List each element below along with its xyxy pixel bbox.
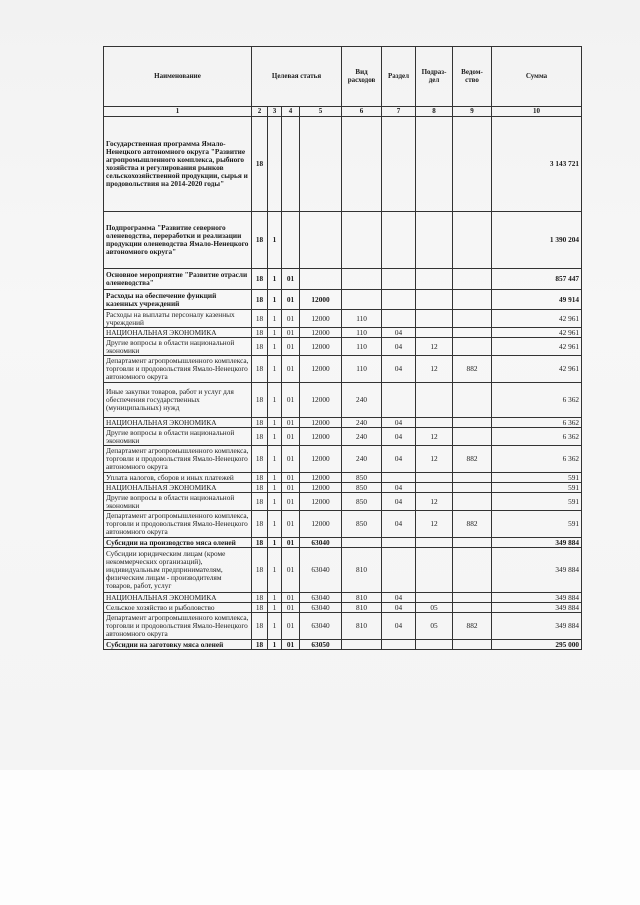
row-sum: 6 362	[492, 446, 582, 473]
expense-type-code: 240	[342, 446, 382, 473]
subsection-code	[416, 473, 453, 483]
section-code: 04	[382, 418, 416, 428]
subprogram-code: 1	[268, 603, 282, 613]
section-code: 04	[382, 338, 416, 356]
section-code: 04	[382, 603, 416, 613]
row-sum: 349 884	[492, 593, 582, 603]
subsection-code	[416, 593, 453, 603]
direction-code: 12000	[300, 483, 342, 493]
section-code: 04	[382, 511, 416, 538]
subprogram-code: 1	[268, 640, 282, 650]
program-code: 18	[252, 483, 268, 493]
direction-code: 12000	[300, 418, 342, 428]
row-name: Другие вопросы в области национальной экономики	[104, 428, 252, 446]
program-code: 18	[252, 117, 268, 212]
table-row	[104, 593, 582, 603]
row-sum: 49 914	[492, 290, 582, 310]
direction-code: 12000	[300, 356, 342, 383]
subprogram-code: 1	[268, 428, 282, 446]
activity-code: 01	[282, 548, 300, 593]
direction-code	[300, 212, 342, 269]
row-name: Сельское хозяйство и рыболовство	[104, 603, 252, 613]
program-code: 18	[252, 511, 268, 538]
expense-type-code	[342, 269, 382, 290]
section-code: 04	[382, 428, 416, 446]
section-code	[382, 212, 416, 269]
row-sum: 1 390 204	[492, 212, 582, 269]
budget-table	[103, 46, 582, 650]
program-code: 18	[252, 269, 268, 290]
direction-code: 12000	[300, 383, 342, 418]
direction-code: 12000	[300, 511, 342, 538]
expense-type-code: 110	[342, 338, 382, 356]
activity-code: 01	[282, 473, 300, 483]
activity-code: 01	[282, 356, 300, 383]
department-code: 882	[453, 613, 492, 640]
header-target-article: Целевая статья	[252, 47, 342, 107]
col-number: 2	[252, 107, 268, 117]
activity-code: 01	[282, 593, 300, 603]
row-sum: 591	[492, 483, 582, 493]
section-code	[382, 548, 416, 593]
header-expense-type: Вид расходов	[342, 47, 382, 107]
program-code: 18	[252, 418, 268, 428]
expense-type-code: 110	[342, 310, 382, 328]
activity-code: 01	[282, 418, 300, 428]
direction-code: 12000	[300, 328, 342, 338]
row-name: Другие вопросы в области национальной экономики	[104, 493, 252, 511]
expense-type-code: 850	[342, 483, 382, 493]
row-sum: 42 961	[492, 338, 582, 356]
subsection-code	[416, 538, 453, 548]
department-code	[453, 383, 492, 418]
expense-type-code: 810	[342, 613, 382, 640]
table-row	[104, 328, 582, 338]
col-number: 5	[300, 107, 342, 117]
row-sum: 857 447	[492, 269, 582, 290]
direction-code: 63040	[300, 593, 342, 603]
program-code: 18	[252, 446, 268, 473]
subsection-code: 12	[416, 446, 453, 473]
subsection-code: 05	[416, 603, 453, 613]
subprogram-code: 1	[268, 383, 282, 418]
subprogram-code: 1	[268, 290, 282, 310]
row-name: Иные закупки товаров, работ и услуг для обеспечения государственных (муниципальных) нужд	[104, 383, 252, 418]
table-row	[104, 473, 582, 483]
department-code	[453, 640, 492, 650]
direction-code: 12000	[300, 493, 342, 511]
expense-type-code	[342, 640, 382, 650]
row-name: Расходы на выплаты персоналу казенных учреждений	[104, 310, 252, 328]
table-row	[104, 117, 582, 212]
table-row	[104, 538, 582, 548]
subprogram-code: 1	[268, 418, 282, 428]
expense-type-code: 850	[342, 473, 382, 483]
row-name: Подпрограмма "Развитие северного оленеводства, переработки и реализации продукции оленеводства Ямало-Ненецкого автономного округа"	[104, 212, 252, 269]
row-name: Уплата налогов, сборов и иных платежей	[104, 473, 252, 483]
program-code: 18	[252, 548, 268, 593]
expense-type-code	[342, 290, 382, 310]
subprogram-code: 1	[268, 473, 282, 483]
subsection-code	[416, 310, 453, 328]
table-row	[104, 548, 582, 593]
direction-code: 12000	[300, 428, 342, 446]
section-code	[382, 640, 416, 650]
table-row	[104, 511, 582, 538]
subsection-code	[416, 418, 453, 428]
table-row	[104, 640, 582, 650]
subprogram-code: 1	[268, 548, 282, 593]
header-department: Ведом-ство	[453, 47, 492, 107]
activity-code: 01	[282, 483, 300, 493]
activity-code: 01	[282, 511, 300, 538]
col-number: 7	[382, 107, 416, 117]
activity-code: 01	[282, 383, 300, 418]
row-name: Департамент агропромышленного комплекса, торговли и продовольствия Ямало-Ненецкого автономного округа	[104, 511, 252, 538]
program-code: 18	[252, 640, 268, 650]
row-name: Департамент агропромышленного комплекса, торговли и продовольствия Ямало-Ненецкого автономного округа	[104, 356, 252, 383]
table-header-row	[104, 47, 582, 107]
direction-code	[300, 117, 342, 212]
subprogram-code: 1	[268, 269, 282, 290]
col-number: 6	[342, 107, 382, 117]
expense-type-code	[342, 538, 382, 548]
subprogram-code: 1	[268, 212, 282, 269]
activity-code: 01	[282, 640, 300, 650]
department-code	[453, 473, 492, 483]
activity-code	[282, 117, 300, 212]
table-row	[104, 383, 582, 418]
section-code	[382, 538, 416, 548]
subsection-code	[416, 269, 453, 290]
program-code: 18	[252, 428, 268, 446]
direction-code: 12000	[300, 290, 342, 310]
activity-code: 01	[282, 328, 300, 338]
subsection-code: 05	[416, 613, 453, 640]
row-name: Основное мероприятие "Развитие отрасли оленеводства"	[104, 269, 252, 290]
direction-code: 63040	[300, 548, 342, 593]
row-sum: 591	[492, 493, 582, 511]
row-name: Государственная программа Ямало-Ненецкого автономного округа "Развитие агропромышленного комплекса, рыбного хозяйства и регулирования рынков сельскохозяйственной продукции, сырья и продовольствия на 2014-2020 годы"	[104, 117, 252, 212]
expense-type-code: 850	[342, 511, 382, 538]
section-code	[382, 269, 416, 290]
direction-code: 63040	[300, 538, 342, 548]
subprogram-code	[268, 117, 282, 212]
row-sum: 591	[492, 511, 582, 538]
activity-code: 01	[282, 428, 300, 446]
row-name: НАЦИОНАЛЬНАЯ ЭКОНОМИКА	[104, 328, 252, 338]
activity-code: 01	[282, 493, 300, 511]
department-code	[453, 117, 492, 212]
row-name: Субсидии юридическим лицам (кроме некоммерческих организаций), индивидуальным предпринимателям, физическим лицам - производителям товаров, работ, услуг	[104, 548, 252, 593]
row-sum: 6 362	[492, 428, 582, 446]
expense-type-code	[342, 212, 382, 269]
direction-code: 12000	[300, 338, 342, 356]
subsection-code	[416, 548, 453, 593]
program-code: 18	[252, 538, 268, 548]
department-code: 882	[453, 356, 492, 383]
section-code	[382, 117, 416, 212]
subsection-code: 12	[416, 493, 453, 511]
col-number: 3	[268, 107, 282, 117]
department-code	[453, 538, 492, 548]
subprogram-code: 1	[268, 338, 282, 356]
header-subsection: Подраз-дел	[416, 47, 453, 107]
row-name: Департамент агропромышленного комплекса, торговли и продовольствия Ямало-Ненецкого автономного округа	[104, 613, 252, 640]
column-number-row	[104, 107, 582, 117]
subsection-code	[416, 328, 453, 338]
subprogram-code: 1	[268, 446, 282, 473]
table-row	[104, 493, 582, 511]
expense-type-code: 810	[342, 603, 382, 613]
subsection-code	[416, 383, 453, 418]
subprogram-code: 1	[268, 613, 282, 640]
row-sum: 42 961	[492, 356, 582, 383]
program-code: 18	[252, 356, 268, 383]
program-code: 18	[252, 212, 268, 269]
table-row	[104, 212, 582, 269]
section-code: 04	[382, 493, 416, 511]
section-code: 04	[382, 593, 416, 603]
department-code: 882	[453, 511, 492, 538]
row-sum: 6 362	[492, 383, 582, 418]
table-row	[104, 446, 582, 473]
row-name: НАЦИОНАЛЬНАЯ ЭКОНОМИКА	[104, 483, 252, 493]
row-sum: 295 000	[492, 640, 582, 650]
table-row	[104, 483, 582, 493]
header-sum: Сумма	[492, 47, 582, 107]
row-name: Департамент агропромышленного комплекса, торговли и продовольствия Ямало-Ненецкого автономного округа	[104, 446, 252, 473]
program-code: 18	[252, 338, 268, 356]
expense-type-code: 850	[342, 493, 382, 511]
row-sum: 591	[492, 473, 582, 483]
subprogram-code: 1	[268, 356, 282, 383]
col-number: 9	[453, 107, 492, 117]
section-code: 04	[382, 446, 416, 473]
col-number: 4	[282, 107, 300, 117]
subsection-code: 12	[416, 338, 453, 356]
section-code: 04	[382, 613, 416, 640]
subsection-code: 12	[416, 511, 453, 538]
department-code	[453, 212, 492, 269]
expense-type-code: 810	[342, 593, 382, 603]
direction-code: 12000	[300, 473, 342, 483]
department-code	[453, 338, 492, 356]
subprogram-code: 1	[268, 593, 282, 603]
expense-type-code: 110	[342, 356, 382, 383]
department-code	[453, 493, 492, 511]
subsection-code	[416, 640, 453, 650]
subprogram-code: 1	[268, 483, 282, 493]
col-number: 10	[492, 107, 582, 117]
subsection-code: 12	[416, 428, 453, 446]
subprogram-code: 1	[268, 493, 282, 511]
section-code	[382, 290, 416, 310]
program-code: 18	[252, 473, 268, 483]
direction-code: 12000	[300, 310, 342, 328]
table-row	[104, 418, 582, 428]
row-name: Субсидии на заготовку мяса оленей	[104, 640, 252, 650]
activity-code: 01	[282, 603, 300, 613]
table-row	[104, 356, 582, 383]
table-row	[104, 290, 582, 310]
program-code: 18	[252, 613, 268, 640]
direction-code	[300, 269, 342, 290]
department-code	[453, 548, 492, 593]
subsection-code	[416, 117, 453, 212]
expense-type-code: 810	[342, 548, 382, 593]
expense-type-code: 240	[342, 418, 382, 428]
department-code	[453, 269, 492, 290]
subsection-code	[416, 483, 453, 493]
section-code: 04	[382, 483, 416, 493]
activity-code: 01	[282, 446, 300, 473]
department-code	[453, 603, 492, 613]
direction-code: 63040	[300, 613, 342, 640]
program-code: 18	[252, 603, 268, 613]
table-row	[104, 269, 582, 290]
row-sum: 349 884	[492, 613, 582, 640]
subsection-code	[416, 290, 453, 310]
subsection-code: 12	[416, 356, 453, 383]
row-sum: 349 884	[492, 548, 582, 593]
expense-type-code: 240	[342, 428, 382, 446]
row-sum: 42 961	[492, 328, 582, 338]
subsection-code	[416, 212, 453, 269]
expense-type-code: 110	[342, 328, 382, 338]
activity-code: 01	[282, 290, 300, 310]
subprogram-code: 1	[268, 328, 282, 338]
department-code	[453, 483, 492, 493]
activity-code: 01	[282, 269, 300, 290]
subprogram-code: 1	[268, 511, 282, 538]
direction-code: 63050	[300, 640, 342, 650]
direction-code: 12000	[300, 446, 342, 473]
section-code	[382, 310, 416, 328]
program-code: 18	[252, 493, 268, 511]
department-code	[453, 310, 492, 328]
program-code: 18	[252, 290, 268, 310]
activity-code	[282, 212, 300, 269]
row-sum: 349 884	[492, 603, 582, 613]
subprogram-code: 1	[268, 538, 282, 548]
subprogram-code: 1	[268, 310, 282, 328]
header-section: Раздел	[382, 47, 416, 107]
section-code	[382, 473, 416, 483]
direction-code: 63040	[300, 603, 342, 613]
activity-code: 01	[282, 538, 300, 548]
table-row	[104, 428, 582, 446]
department-code	[453, 328, 492, 338]
row-sum: 42 961	[492, 310, 582, 328]
activity-code: 01	[282, 613, 300, 640]
activity-code: 01	[282, 310, 300, 328]
program-code: 18	[252, 383, 268, 418]
table-row	[104, 338, 582, 356]
table-row	[104, 603, 582, 613]
expense-type-code: 240	[342, 383, 382, 418]
col-number: 1	[104, 107, 252, 117]
row-name: НАЦИОНАЛЬНАЯ ЭКОНОМИКА	[104, 593, 252, 603]
activity-code: 01	[282, 338, 300, 356]
table-row	[104, 310, 582, 328]
program-code: 18	[252, 328, 268, 338]
row-sum: 349 884	[492, 538, 582, 548]
row-name: НАЦИОНАЛЬНАЯ ЭКОНОМИКА	[104, 418, 252, 428]
row-sum: 3 143 721	[492, 117, 582, 212]
department-code	[453, 428, 492, 446]
section-code: 04	[382, 356, 416, 383]
department-code: 882	[453, 446, 492, 473]
department-code	[453, 418, 492, 428]
header-name: Наименование	[104, 47, 252, 107]
program-code: 18	[252, 310, 268, 328]
program-code: 18	[252, 593, 268, 603]
row-name: Субсидии на производство мяса оленей	[104, 538, 252, 548]
department-code	[453, 290, 492, 310]
col-number: 8	[416, 107, 453, 117]
section-code: 04	[382, 328, 416, 338]
department-code	[453, 593, 492, 603]
row-sum: 6 362	[492, 418, 582, 428]
section-code	[382, 383, 416, 418]
row-name: Расходы на обеспечение функций казенных учреждений	[104, 290, 252, 310]
row-name: Другие вопросы в области национальной экономики	[104, 338, 252, 356]
expense-type-code	[342, 117, 382, 212]
table-row	[104, 613, 582, 640]
